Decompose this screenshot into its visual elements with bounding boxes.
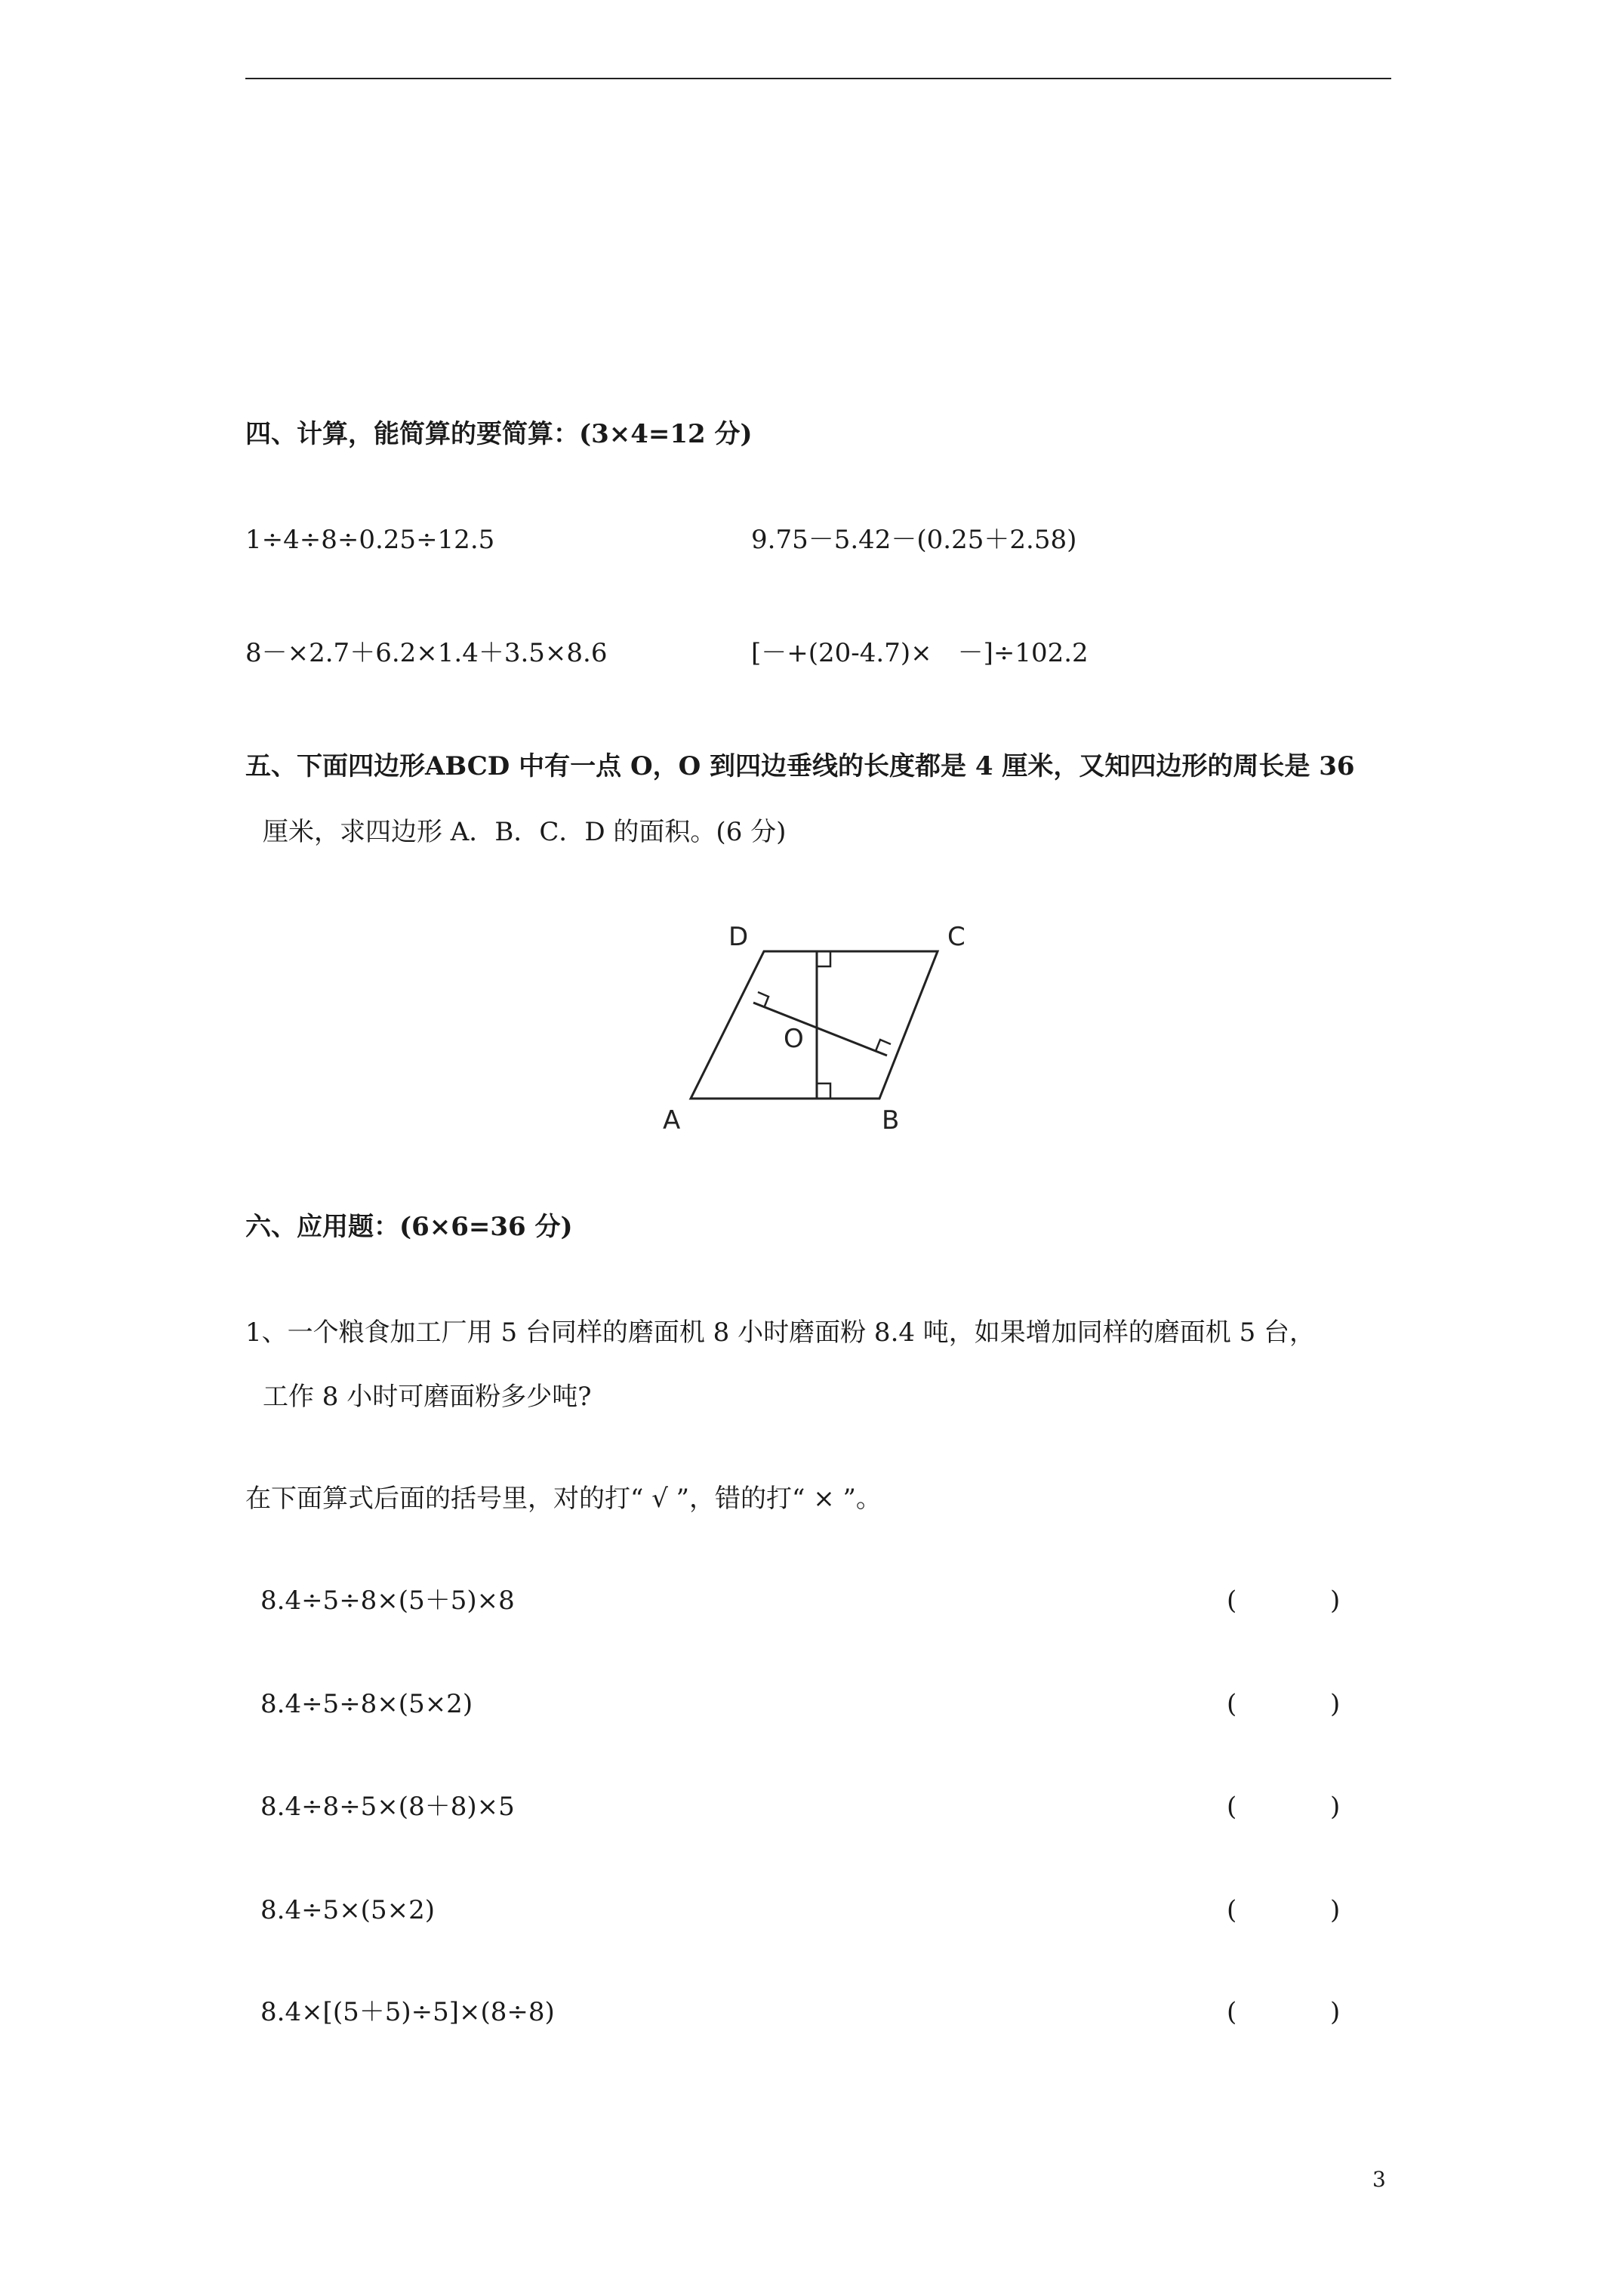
section-5-line-1: 五、下面四边形ABCD 中有一点 O，O 到四边垂线的长度都是 4 厘米，又知四边形的周长是 36 [245, 751, 1355, 781]
quadrilateral-abcd-figure [649, 914, 1004, 1140]
answer-paren-open-3: ( [1227, 1792, 1237, 1822]
question-1-line-1: 1、一个粮食加工厂用 5 台同样的磨面机 8 小时磨面粉 8.4 吨，如果增加同样的磨面机 5 台， [245, 1318, 1316, 1348]
answer-paren-open-2: ( [1227, 1689, 1237, 1719]
answer-paren-open-5: ( [1227, 1997, 1237, 2027]
option-expression-5: 8.4×[(5＋5)÷5]×(8÷8) [260, 1997, 555, 2027]
answer-paren-close-5: ) [1330, 1997, 1341, 2027]
option-expression-1: 8.4÷5÷8×(5＋5)×8 [260, 1586, 515, 1616]
answer-paren-close-3: ) [1330, 1792, 1341, 1822]
answer-paren-close-4: ) [1330, 1895, 1341, 1925]
calc-expression-3: 8－×2.7＋6.2×1.4＋3.5×8.6 [245, 638, 608, 668]
right-angle-mark-bottom [817, 1083, 830, 1099]
calc-expression-1: 1÷4÷8÷0.25÷12.5 [245, 525, 495, 555]
perpendicular-left-right [753, 1003, 887, 1056]
option-expression-3: 8.4÷8÷5×(8＋8)×5 [260, 1792, 515, 1822]
vertex-label-a: A [663, 1105, 681, 1136]
calc-expression-2: 9.75－5.42－(0.25＋2.58) [751, 525, 1077, 555]
vertex-label-d: D [728, 922, 749, 952]
section-6-heading: 六、应用题：(6×6=36 分) [245, 1212, 573, 1242]
option-expression-4: 8.4÷5×(5×2) [260, 1895, 435, 1925]
point-label-o: O [784, 1024, 804, 1054]
answer-paren-close-1: ) [1330, 1586, 1341, 1616]
answer-paren-close-2: ) [1330, 1689, 1341, 1719]
parallelogram-outline [691, 951, 938, 1099]
right-angle-mark-top [817, 951, 830, 966]
option-expression-2: 8.4÷5÷8×(5×2) [260, 1689, 473, 1719]
right-angle-mark-right [876, 1040, 891, 1051]
header-rule [245, 78, 1391, 79]
vertex-label-b: B [882, 1105, 900, 1136]
section-4-heading: 四、计算，能简算的要简算：(3×4=12 分) [245, 419, 753, 449]
page-number: 3 [1372, 2167, 1386, 2192]
answer-paren-open-1: ( [1227, 1586, 1237, 1616]
judgement-instruction: 在下面算式后面的括号里，对的打“ √ ”，错的打“ × ”。 [245, 1484, 882, 1514]
calc-expression-4: [－+(20-4.7)× －]÷102.2 [751, 638, 1089, 668]
vertex-label-c: C [947, 922, 965, 952]
question-1-line-2: 工作 8 小时可磨面粉多少吨? [263, 1382, 592, 1412]
answer-paren-open-4: ( [1227, 1895, 1237, 1925]
section-5-line-2: 厘米，求四边形 A．B．C．D 的面积。(6 分) [263, 817, 787, 847]
